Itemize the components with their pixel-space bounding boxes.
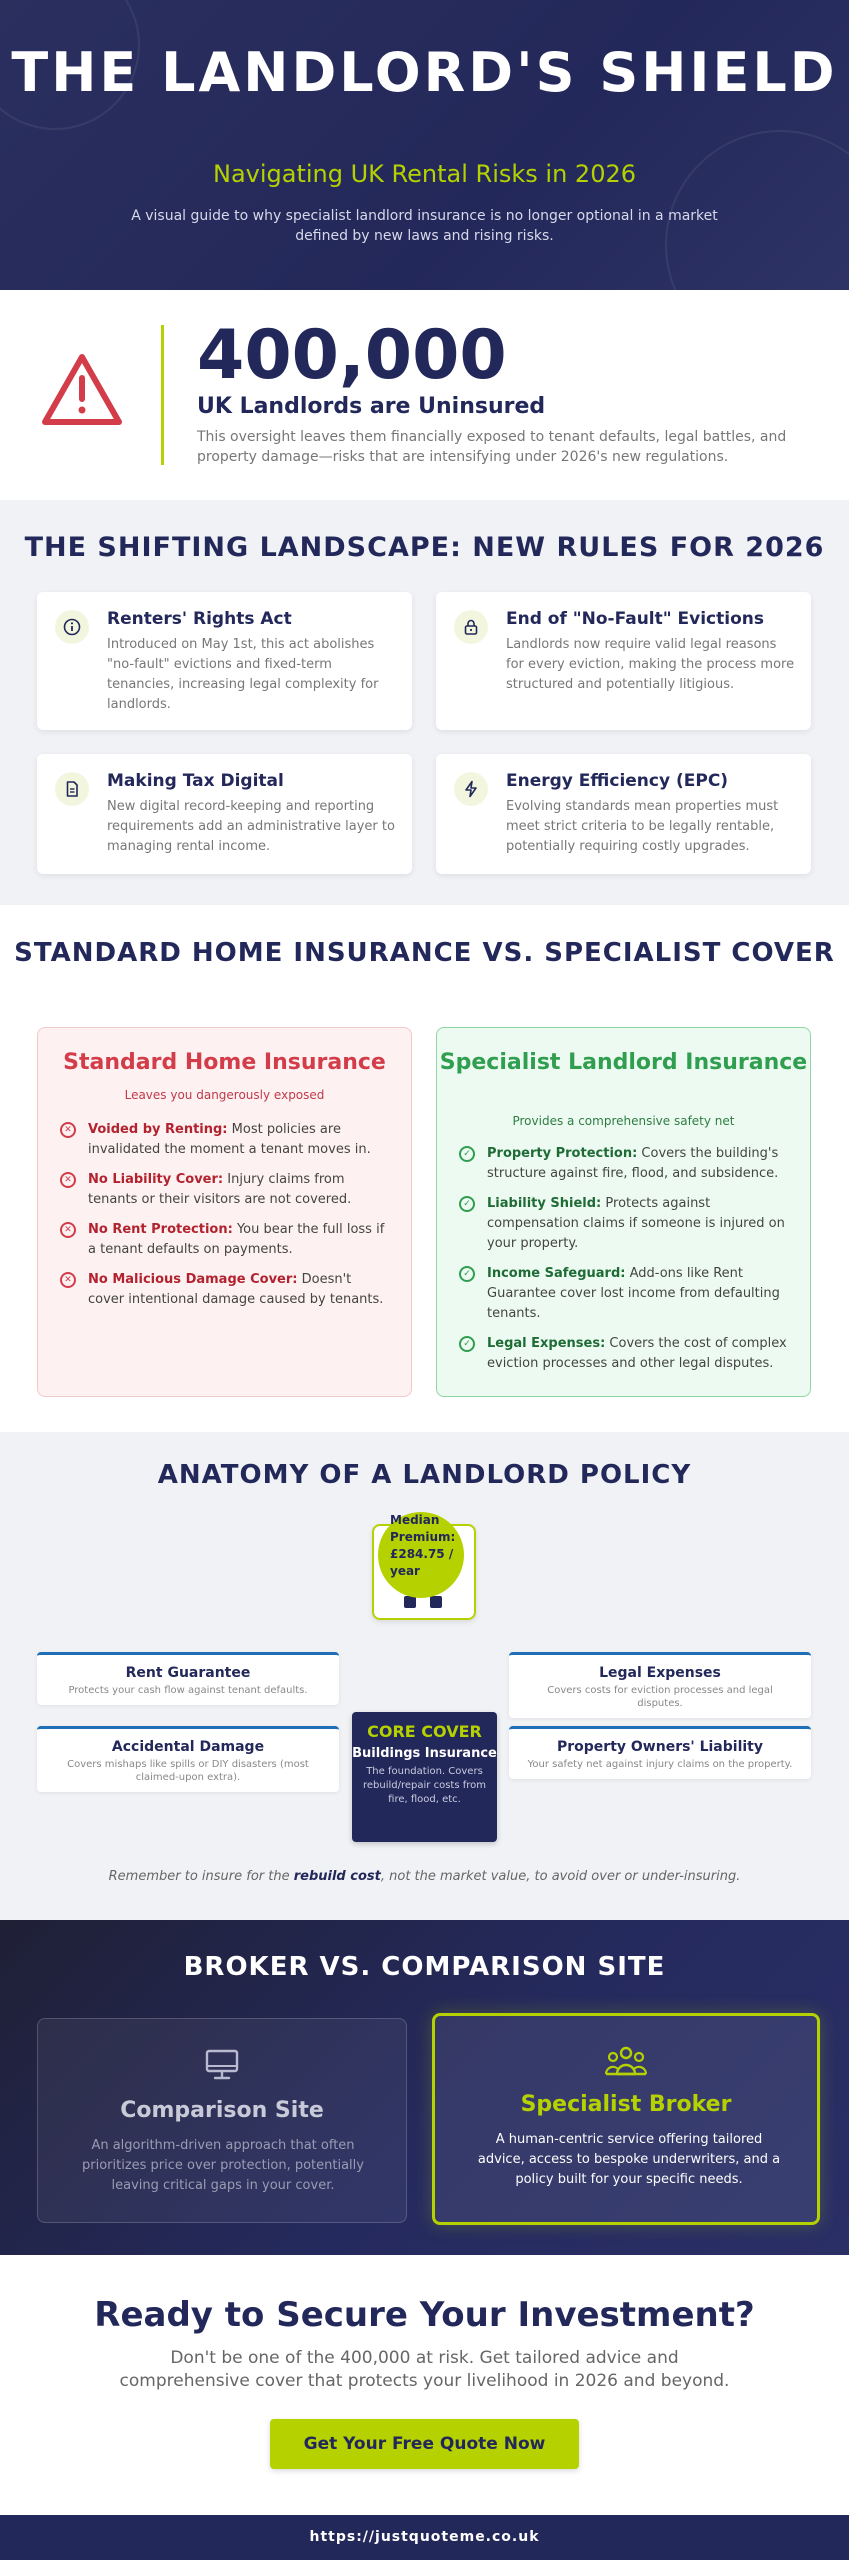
card-title: Making Tax Digital bbox=[107, 771, 284, 791]
house-detail bbox=[404, 1596, 416, 1608]
page-description: A visual guide to why specialist landlord insurance is no longer optional in a market defined by new laws and rising risks. bbox=[131, 208, 718, 244]
addon-card bbox=[509, 1726, 811, 1779]
info-card bbox=[436, 754, 811, 874]
stat-note: This oversight leaves them financially exposed to tenant defaults, legal battles, and property damage—risks that are intensifying under 2026's new regulations. bbox=[197, 429, 787, 465]
info-card bbox=[37, 592, 412, 730]
item-label: No Rent Protection: bbox=[88, 1222, 233, 1237]
core-title: Buildings Insurance bbox=[352, 1746, 497, 1761]
list-item bbox=[459, 1264, 789, 1324]
item-text: Add-ons like Rent Guarantee cover lost income from defaulting tenants. bbox=[487, 1266, 780, 1321]
card-title: Renters' Rights Act bbox=[107, 609, 292, 629]
addon-text: Covers costs for eviction processes and legal disputes. bbox=[547, 1685, 773, 1709]
page-subtitle: Navigating UK Rental Risks in 2026 bbox=[212, 160, 636, 188]
section-title: STANDARD HOME INSURANCE VS. SPECIALIST COVER bbox=[14, 938, 835, 968]
check-circle-icon: ✓ bbox=[459, 1266, 475, 1282]
house-detail bbox=[430, 1596, 442, 1608]
card-text: Introduced on May 1st, this act abolishes "no-fault" evictions and fixed-term tenancies, increasing legal complexity for landlords. bbox=[107, 637, 379, 712]
card-text: New digital record-keeping and reporting requirements add an administrative layer to managing rental income. bbox=[107, 799, 395, 854]
item-text: Covers the cost of complex eviction processes and other legal disputes. bbox=[487, 1336, 787, 1371]
cta-text: Don't be one of the 400,000 at risk. Get tailored advice and comprehensive cover that protects your livelihood in 2026 and beyond. bbox=[119, 2348, 730, 2391]
list-item bbox=[459, 1144, 789, 1184]
specialist-insurance-card bbox=[436, 1027, 811, 1397]
addon-text: Covers mishaps like spills or DIY disasters (most claimed-upon extra). bbox=[67, 1759, 309, 1783]
list-item bbox=[60, 1170, 390, 1210]
item-text: Protects against compensation claims if someone is injured on your property. bbox=[487, 1196, 785, 1251]
addon-card bbox=[37, 1726, 339, 1792]
stat-number: 400,000 bbox=[197, 316, 507, 395]
cross-circle-icon: ✕ bbox=[60, 1172, 76, 1188]
item-label: Liability Shield: bbox=[487, 1196, 602, 1211]
core-cover-card bbox=[352, 1712, 497, 1842]
core-text: The foundation. Covers rebuild/repair costs from fire, flood, etc. bbox=[363, 1766, 486, 1805]
list-item bbox=[459, 1194, 789, 1254]
people-icon bbox=[435, 2042, 817, 2082]
warning-triangle-icon bbox=[40, 352, 124, 428]
item-text: Injury claims from tenants or their visitors are not covered. bbox=[88, 1172, 352, 1207]
addon-card bbox=[509, 1652, 811, 1718]
comparison-section bbox=[0, 905, 849, 1432]
core-label: CORE COVER bbox=[367, 1722, 482, 1741]
item-label: No Malicious Damage Cover: bbox=[88, 1272, 298, 1287]
card-title: Standard Home Insurance bbox=[63, 1050, 386, 1075]
card-text: A human-centric service offering tailored advice, access to bespoke underwriters, and a policy built for your specific needs. bbox=[477, 2132, 781, 2187]
item-text: Covers the building's structure against fire, flood, and subsidence. bbox=[487, 1146, 779, 1181]
section-title: THE SHIFTING LANDSCAPE: NEW RULES FOR 2026 bbox=[24, 532, 825, 563]
addon-card bbox=[37, 1652, 339, 1705]
list-item bbox=[60, 1120, 390, 1160]
list-item bbox=[60, 1270, 390, 1310]
landscape-section bbox=[0, 500, 849, 905]
addon-text: Protects your cash flow against tenant defaults. bbox=[68, 1685, 308, 1696]
item-label: Property Protection: bbox=[487, 1146, 638, 1161]
item-label: No Liability Cover: bbox=[88, 1172, 224, 1187]
list-item bbox=[60, 1220, 390, 1260]
statistic-section bbox=[0, 290, 849, 500]
footnote-text: , not the market value, to avoid over or under-insuring. bbox=[380, 1869, 741, 1884]
divider bbox=[161, 325, 164, 465]
card-text: Evolving standards mean properties must meet strict criteria to be legally rentable, potentially requiring costly upgrades. bbox=[506, 799, 779, 854]
section-title: ANATOMY OF A LANDLORD POLICY bbox=[157, 1460, 692, 1490]
card-title: Comparison Site bbox=[120, 2098, 324, 2123]
item-text: Most policies are invalidated the moment a tenant moves in. bbox=[88, 1122, 371, 1157]
section-title: BROKER VS. COMPARISON SITE bbox=[183, 1952, 666, 1982]
page-title: THE LANDLORD'S SHIELD bbox=[11, 41, 838, 104]
footnote-emphasis: rebuild cost bbox=[293, 1869, 381, 1884]
card-title: Energy Efficiency (EPC) bbox=[506, 771, 729, 791]
cross-circle-icon: ✕ bbox=[60, 1272, 76, 1288]
addon-title: Rent Guarantee bbox=[125, 1665, 251, 1681]
broker-section bbox=[0, 1920, 849, 2255]
standard-insurance-card bbox=[37, 1027, 412, 1397]
item-label: Legal Expenses: bbox=[487, 1336, 606, 1351]
monitor-icon bbox=[38, 2045, 406, 2085]
item-label: Income Safeguard: bbox=[487, 1266, 626, 1281]
info-card bbox=[37, 754, 412, 874]
addon-title: Legal Expenses bbox=[599, 1665, 721, 1681]
list-item bbox=[459, 1334, 789, 1374]
card-title: End of "No-Fault" Evictions bbox=[506, 609, 764, 629]
info-card bbox=[436, 592, 811, 730]
card-text: Landlords now require valid legal reasons for every eviction, making the process more structured and potentially litigious. bbox=[506, 637, 795, 692]
header-section bbox=[0, 0, 849, 290]
check-circle-icon: ✓ bbox=[459, 1336, 475, 1352]
footnote-text: Remember to insure for the bbox=[108, 1869, 294, 1884]
anatomy-section bbox=[0, 1432, 849, 1920]
card-title: Specialist Broker bbox=[520, 2092, 732, 2117]
addon-title: Property Owners' Liability bbox=[557, 1739, 763, 1755]
get-quote-button[interactable]: Get Your Free Quote Now bbox=[270, 2419, 579, 2469]
card-tagline: Leaves you dangerously exposed bbox=[124, 1088, 325, 1102]
stat-label: UK Landlords are Uninsured bbox=[197, 394, 546, 419]
lock-icon bbox=[454, 610, 488, 644]
cross-circle-icon: ✕ bbox=[60, 1222, 76, 1238]
check-circle-icon: ✓ bbox=[459, 1146, 475, 1162]
item-text: Doesn't cover intentional damage caused by tenants. bbox=[88, 1272, 384, 1307]
card-text: An algorithm-driven approach that often prioritizes price over protection, potentially leaving critical gaps in your cover. bbox=[82, 2138, 364, 2193]
cross-circle-icon: ✕ bbox=[60, 1122, 76, 1138]
check-circle-icon: ✓ bbox=[459, 1196, 475, 1212]
lightning-icon bbox=[454, 772, 488, 806]
premium-text: Median Premium: £284.75 / year bbox=[390, 1513, 456, 1578]
item-label: Voided by Renting: bbox=[88, 1122, 228, 1137]
document-icon bbox=[55, 772, 89, 806]
specialist-broker-card bbox=[432, 2013, 820, 2225]
info-icon bbox=[55, 610, 89, 644]
addon-text: Your safety net against injury claims on the property. bbox=[527, 1759, 793, 1770]
card-title: Specialist Landlord Insurance bbox=[439, 1050, 808, 1075]
cta-title: Ready to Secure Your Investment? bbox=[94, 2295, 755, 2335]
item-text: You bear the full loss if a tenant defaults on payments. bbox=[88, 1222, 385, 1257]
card-tagline: Provides a comprehensive safety net bbox=[512, 1114, 735, 1128]
comparison-site-card bbox=[37, 2018, 407, 2223]
anatomy-footnote bbox=[0, 1869, 849, 1884]
addon-title: Accidental Damage bbox=[111, 1739, 265, 1755]
premium-badge bbox=[378, 1512, 464, 1598]
footer-url-link[interactable]: https://justquoteme.co.uk bbox=[0, 2515, 849, 2560]
